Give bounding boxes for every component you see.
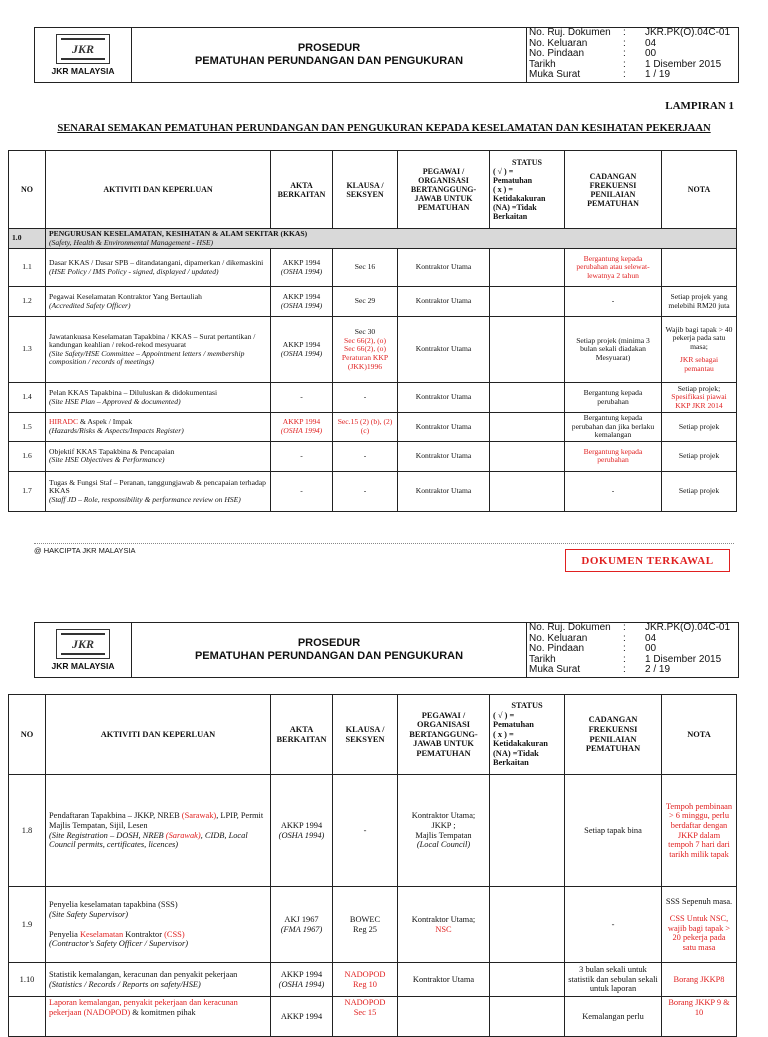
akta-text: AKKP 1994: [280, 820, 323, 830]
row-nota: Borang JKKP 9 & 10: [662, 997, 737, 1037]
aktiviti-english: (Site Safety Supervisor): [49, 909, 129, 919]
row-pegawai: Kontraktor Utama: [398, 383, 490, 413]
status-title: STATUS: [512, 158, 542, 167]
row-cadangan: -: [565, 471, 662, 511]
checklist-table-page1: [8, 150, 737, 512]
meta-value: 00: [645, 48, 657, 60]
aktiviti-english: (Accredited Safety Officer): [49, 300, 131, 310]
aktiviti-english: , CIDB, Local Council permits, certificates, licences): [49, 830, 248, 850]
page2-header: [34, 622, 739, 678]
doc-meta: No. Ruj. Dokumen : JKR.PK(O).04C-01 No. Keluaran : 04 No. Pindaan : 00 Tarikh : 1 Disember 2015 Muka Surat : 2 / 19: [527, 623, 738, 677]
page-number: 2 / 19: [645, 664, 671, 676]
row-klausa: Sec 16: [333, 249, 398, 287]
table-row: [9, 775, 737, 887]
aktiviti-highlight: (Sarawak): [165, 830, 201, 840]
aktiviti-english: (Site HSE Objectives & Performance): [49, 455, 165, 465]
row-status[interactable]: [490, 963, 565, 997]
title-line-1: PROSEDUR: [297, 637, 361, 649]
table-header-row: [9, 151, 737, 229]
section-subtitle: (Safety, Health & Environmental Management - HSE): [49, 237, 213, 247]
row-klausa: -: [333, 383, 398, 413]
meta-key: Tarikh: [529, 58, 556, 70]
row-status[interactable]: [490, 317, 565, 383]
nota-line: CSS Untuk NSC, wajib bagi tapak > 20 pekerja pada satu masa: [667, 914, 731, 952]
aktiviti-text: Tugas & Fungsi Staf – Peranan, tanggungjawab & pencapaian terhadap KKAS: [49, 477, 266, 496]
aktiviti-text: Pegawai Keselamatan Kontraktor Yang Bertauliah: [49, 292, 202, 302]
row-cadangan: Bergantung kepada perubahan: [565, 441, 662, 471]
aktiviti-text: & Aspek / Impak: [78, 417, 133, 427]
row-aktiviti: [46, 775, 271, 887]
aktiviti-highlight: HIRADC: [49, 417, 79, 427]
klausa-line: BOWEC: [349, 914, 381, 924]
row-klausa: [333, 887, 398, 963]
page-number: 1 / 19: [645, 69, 671, 81]
row-nota: [662, 887, 737, 963]
status-line: ( x ) =: [493, 729, 514, 739]
meta-value: 00: [645, 643, 657, 655]
row-cadangan: Kemalangan perlu: [565, 997, 662, 1037]
row-no: [9, 997, 46, 1037]
row-akta: -: [271, 383, 333, 413]
table-row: [9, 471, 737, 511]
table-row: [9, 963, 737, 997]
row-akta: [271, 249, 333, 287]
row-no: 1.7: [9, 471, 46, 511]
nota-line: Wajib bagi tapak > 40 pekerja pada satu masa;: [665, 324, 733, 351]
col-aktiviti: AKTIVITI DAN KEPERLUAN: [46, 151, 271, 229]
nota-line: JKR sebagai pemantau: [679, 355, 719, 374]
row-pegawai: Kontraktor Utama: [398, 317, 490, 383]
section-title: PENGURUSAN KESELAMATAN, KESIHATAN & ALAM SEKITAR (KKAS): [49, 229, 308, 238]
meta-key: Tarikh: [529, 653, 556, 665]
row-akta: [271, 887, 333, 963]
meta-value: 04: [645, 37, 657, 49]
row-klausa: [333, 317, 398, 383]
row-akta: [271, 963, 333, 997]
klausa-line: Sec 66(2), (o): [344, 335, 386, 345]
row-no: 1.9: [9, 887, 46, 963]
meta-key: No. Ruj. Dokumen: [529, 622, 611, 633]
row-aktiviti: [46, 997, 271, 1037]
row-cadangan: Setiap projek (minima 3 bulan sekali diadakan Mesyuarat): [565, 317, 662, 383]
akta-english: (OSHA 1994): [278, 979, 325, 989]
row-cadangan: Bergantung kepada perubahan: [565, 383, 662, 413]
lampiran-label: LAMPIRAN 1: [665, 100, 734, 112]
row-akta: [271, 317, 333, 383]
row-pegawai: [398, 775, 490, 887]
aktiviti-text: Penyelia: [49, 929, 80, 939]
klausa-line: NADOPOD: [344, 998, 386, 1007]
row-akta: -: [271, 471, 333, 511]
aktiviti-english: (Site Registration – DOSH, NREB: [49, 830, 166, 840]
col-akta: AKTA BERKAITAN: [271, 695, 333, 775]
row-cadangan: Setiap tapak bina: [565, 775, 662, 887]
nota-line: Spesifikasi piawai KKP JKR 2014: [671, 392, 727, 410]
row-aktiviti: [46, 441, 271, 471]
row-status[interactable]: [490, 775, 565, 887]
akta-text: AKKP 1994: [282, 417, 321, 427]
klausa-line: NADOPOD: [344, 969, 386, 979]
doc-header-title: [132, 28, 527, 82]
aktiviti-english: (HSE Policy / IMS Policy - signed, displayed / updated): [49, 266, 219, 276]
row-cadangan: -: [565, 887, 662, 963]
aktiviti-text: Pendaftaran Tapakbina – JKKP, NREB: [49, 811, 182, 821]
aktiviti-text: Statistik kemalangan, keracunan dan penyakit pekerjaan: [49, 969, 238, 979]
col-pegawai: PEGAWAI / ORGANISASI BERTANGGUNG-JAWAB UNTUK PEMATUHAN: [398, 695, 490, 775]
row-klausa: -: [333, 441, 398, 471]
meta-key: Muka Surat: [529, 69, 581, 81]
row-pegawai: Kontraktor Utama: [398, 441, 490, 471]
pegawai-line: (Local Council): [416, 840, 471, 850]
status-line: ( √ ) =: [493, 167, 514, 176]
status-line: Ketidakakuran: [493, 194, 546, 203]
nota-line: SSS Sepenuh masa.: [665, 896, 733, 906]
row-status[interactable]: [490, 383, 565, 413]
aktiviti-english: (Contractor's Safety Officer / Supervisor): [49, 939, 189, 949]
row-nota: Setiap projek: [662, 441, 737, 471]
section-row: [9, 229, 737, 249]
table-row: [9, 997, 737, 1037]
doc-header-title: [132, 623, 527, 677]
col-no: NO: [9, 151, 46, 229]
status-line: Pematuhan: [493, 720, 534, 730]
col-status: [490, 151, 565, 229]
col-klausa: KLAUSA / SEKSYEN: [333, 151, 398, 229]
table-row: [9, 249, 737, 287]
row-nota: Tempoh pembinaan > 6 minggu, perlu berdaftar dengan JKKP dalam tempoh 7 hari dari tarikh milik tapak: [662, 775, 737, 887]
akta-text: AKKP 1994: [282, 258, 321, 268]
page1-header: [34, 27, 739, 83]
row-nota: Setiap projek yang melebihi RM20 juta: [662, 287, 737, 317]
row-pegawai: [398, 997, 490, 1037]
klausa-line: Sec 66(2), (o): [344, 344, 386, 354]
copyright: @ HAKCIPTA JKR MALAYSIA: [34, 546, 136, 555]
row-cadangan: 3 bulan sekali untuk statistik dan sebulan sekali untuk laporan: [565, 963, 662, 997]
klausa-line: Peraturan KKP (JKK)1996: [341, 352, 389, 371]
col-klausa: KLAUSA / SEKSYEN: [333, 695, 398, 775]
row-pegawai: Kontraktor Utama: [398, 413, 490, 442]
aktiviti-text: Pelan KKAS Tapakbina – Diluluskan & didokumentasi: [49, 388, 218, 398]
row-no: 1.5: [9, 413, 46, 442]
pegawai-line: Kontraktor Utama;: [411, 811, 476, 821]
col-cadangan: CADANGAN FREKUENSI PENILAIAN PEMATUHAN: [565, 151, 662, 229]
row-status[interactable]: [490, 471, 565, 511]
aktiviti-highlight: Keselamatan: [79, 929, 124, 939]
meta-value: JKR.PK(O).04C-01: [645, 622, 731, 633]
table-row: [9, 287, 737, 317]
org-name: JKR MALAYSIA: [51, 66, 115, 76]
row-klausa: Sec.15 (2) (b), (2) (c): [333, 413, 398, 442]
col-pegawai: PEGAWAI / ORGANISASI BERTANGGUNG-JAWAB UNTUK PEMATUHAN: [398, 151, 490, 229]
aktiviti-english: (Hazards/Risks & Aspects/Impacts Register): [49, 426, 184, 436]
aktiviti-text: Dasar KKAS / Dasar SPB – ditandatangani, dipamerkan / dikemaskini: [49, 258, 264, 268]
col-akta: AKTA BERKAITAN: [271, 151, 333, 229]
row-aktiviti: [46, 963, 271, 997]
row-pegawai: Kontraktor Utama: [398, 471, 490, 511]
col-cadangan: CADANGAN FREKUENSI PENILAIAN PEMATUHAN: [565, 695, 662, 775]
meta-value: JKR.PK(O).04C-01: [645, 27, 731, 38]
klausa-line: Sec 30: [354, 327, 376, 337]
document-title: SENARAI SEMAKAN PEMATUHAN PERUNDANGAN DAN PENGUKURAN KEPADA KESELAMATAN DAN KESIHATAN PEKERJAAN: [57, 123, 711, 134]
row-status[interactable]: [490, 413, 565, 442]
aktiviti-english: (Statistics / Records / Reports on safety/HSE): [49, 979, 201, 989]
aktiviti-highlight: Laporan kemalangan, penyakit pekerjaan dan keracunan pekerjaan (NADOPOD): [49, 998, 238, 1017]
row-aktiviti: [46, 383, 271, 413]
status-line: Ketidakakuran: [493, 739, 548, 749]
status-line: (NA) =Tidak Berkaitan: [493, 748, 539, 768]
row-no: 1.10: [9, 963, 46, 997]
aktiviti-highlight: (CSS): [164, 929, 185, 939]
akta-english: (OSHA 1994): [280, 348, 323, 358]
aktiviti-text: Jawatankuasa Keselamatan Tapakbina / KKAS – Surat pertantikan / kandungan keahlian / rekod-rekod mesyuarat: [49, 331, 256, 350]
org-name: JKR MALAYSIA: [51, 661, 115, 671]
footer-divider: [34, 543, 734, 544]
klausa-line: Reg 25: [353, 924, 377, 934]
akta-text: AKKP 1994: [282, 340, 321, 350]
meta-key: No. Ruj. Dokumen: [529, 27, 611, 38]
row-pegawai: Kontraktor Utama: [398, 963, 490, 997]
table-row: [9, 887, 737, 963]
row-akta: [271, 775, 333, 887]
akta-english: (OSHA 1994): [280, 426, 323, 436]
row-no: 1.2: [9, 287, 46, 317]
title-line-1: PROSEDUR: [297, 42, 361, 54]
row-pegawai: Kontraktor Utama: [398, 287, 490, 317]
row-klausa: -: [333, 471, 398, 511]
row-no: 1.3: [9, 317, 46, 383]
row-nota: Borang JKKP8: [662, 963, 737, 997]
meta-key: No. Pindaan: [529, 48, 585, 60]
aktiviti-text: Penyelia keselamatan tapakbina (SSS): [49, 900, 178, 910]
row-cadangan: -: [565, 287, 662, 317]
aktiviti-highlight: (Sarawak): [181, 811, 217, 821]
table-row: [9, 441, 737, 471]
title-line-2: PEMATUHAN PERUNDANGAN DAN PENGUKURAN: [194, 650, 464, 662]
row-nota: [662, 317, 737, 383]
row-klausa: [333, 963, 398, 997]
col-status: [490, 695, 565, 775]
akta-english: (OSHA 1994): [280, 300, 323, 310]
row-status[interactable]: [490, 887, 565, 963]
row-cadangan: Bergantung kepada perubahan dan jika berlaku kemalangan: [565, 413, 662, 442]
meta-key: No. Keluaran: [529, 632, 588, 644]
row-aktiviti: [46, 317, 271, 383]
akta-english: (OSHA 1994): [278, 830, 325, 840]
row-status[interactable]: [490, 441, 565, 471]
row-aktiviti: [46, 249, 271, 287]
status-line: ( x ) =: [493, 185, 513, 194]
row-cadangan: Bergantung kepada perubahan atau selewat-lewatnya 2 tahun: [565, 249, 662, 287]
akta-text: AKJ 1967: [284, 914, 319, 924]
table-row: [9, 317, 737, 383]
klausa-line: Reg 10: [353, 979, 377, 989]
row-aktiviti: [46, 887, 271, 963]
status-line: ( √ ) =: [493, 710, 515, 720]
meta-key: No. Keluaran: [529, 37, 588, 49]
aktiviti-text: & komitmen pihak: [130, 1007, 196, 1017]
row-pegawai: Kontraktor Utama: [398, 249, 490, 287]
row-akta: [271, 287, 333, 317]
jkr-logo: [35, 623, 132, 677]
jkr-logo-icon: JKR: [56, 34, 110, 64]
meta-value: 1 Disember 2015: [645, 653, 722, 665]
table-header-row: [9, 695, 737, 775]
nota-line: Setiap projek;: [677, 383, 721, 393]
checklist-table-page2: [8, 694, 737, 1037]
meta-value: 04: [645, 632, 657, 644]
title-line-2: PEMATUHAN PERUNDANGAN DAN PENGUKURAN: [194, 55, 464, 67]
meta-key: No. Pindaan: [529, 643, 585, 655]
row-no: 1.1: [9, 249, 46, 287]
controlled-document-stamp: DOKUMEN TERKAWAL: [565, 549, 730, 572]
status-line: Pematuhan: [493, 176, 533, 185]
pegawai-line: Kontraktor Utama;: [411, 914, 476, 924]
row-no: 1.8: [9, 775, 46, 887]
row-akta: [271, 413, 333, 442]
pegawai-line: NSC: [435, 924, 452, 934]
row-aktiviti: [46, 471, 271, 511]
akta-english: (OSHA 1994): [280, 266, 323, 276]
row-klausa: -: [333, 775, 398, 887]
status-title: STATUS: [511, 700, 543, 710]
row-no: 1.4: [9, 383, 46, 413]
col-nota: NOTA: [662, 151, 737, 229]
aktiviti-text: , LPIP, Permit Majlis Tempatan, Sijil, Lesen: [49, 811, 264, 830]
doc-meta: No. Ruj. Dokumen : JKR.PK(O).04C-01 No. Keluaran : 04 No. Pindaan : 00 Tarikh : 1 Disember 2015 Muka Surat : 1 / 19: [527, 28, 738, 82]
pegawai-line: JKKP ;: [431, 820, 456, 830]
row-pegawai: [398, 887, 490, 963]
row-status[interactable]: [490, 249, 565, 287]
row-aktiviti: [46, 287, 271, 317]
row-klausa: Sec 29: [333, 287, 398, 317]
aktiviti-english: (Site Safety/HSE Committee – Appointment letters / membership composition / records of meetings): [49, 348, 245, 367]
jkr-logo-icon: JKR: [56, 629, 110, 659]
akta-english: (FMA 1967): [280, 924, 323, 934]
aktiviti-english: (Site HSE Plan – Approved & documented): [49, 396, 181, 406]
row-aktiviti: [46, 413, 271, 442]
meta-value: 1 Disember 2015: [645, 58, 722, 70]
col-nota: NOTA: [662, 695, 737, 775]
col-aktiviti: AKTIVITI DAN KEPERLUAN: [46, 695, 271, 775]
aktiviti-english: (Staff JD – Role, responsibility & performance review on HSE): [49, 494, 241, 504]
aktiviti-text: Kontraktor: [123, 929, 165, 939]
table-row: [9, 383, 737, 413]
row-nota: Setiap projek: [662, 471, 737, 511]
row-status[interactable]: [490, 287, 565, 317]
jkr-logo: [35, 28, 132, 82]
row-akta: -: [271, 441, 333, 471]
row-status[interactable]: [490, 997, 565, 1037]
section-number: 1.0: [9, 229, 46, 249]
pegawai-line: Majlis Tempatan: [415, 830, 472, 840]
row-nota: [662, 383, 737, 413]
row-akta: AKKP 1994: [271, 997, 333, 1037]
status-line: (NA) =Tidak Berkaitan: [493, 203, 537, 221]
section-title-cell: [46, 229, 737, 249]
akta-text: AKKP 1994: [280, 969, 323, 979]
aktiviti-text: Objektif KKAS Tapakbina & Pencapaian: [49, 446, 175, 456]
row-klausa: [333, 997, 398, 1037]
row-nota: [662, 249, 737, 287]
meta-key: Muka Surat: [529, 664, 581, 676]
table-row: [9, 413, 737, 442]
row-no: 1.6: [9, 441, 46, 471]
col-no: NO: [9, 695, 46, 775]
akta-text: AKKP 1994: [282, 292, 321, 302]
row-nota: Setiap projek: [662, 413, 737, 442]
klausa-line: Sec 15: [353, 1007, 377, 1017]
